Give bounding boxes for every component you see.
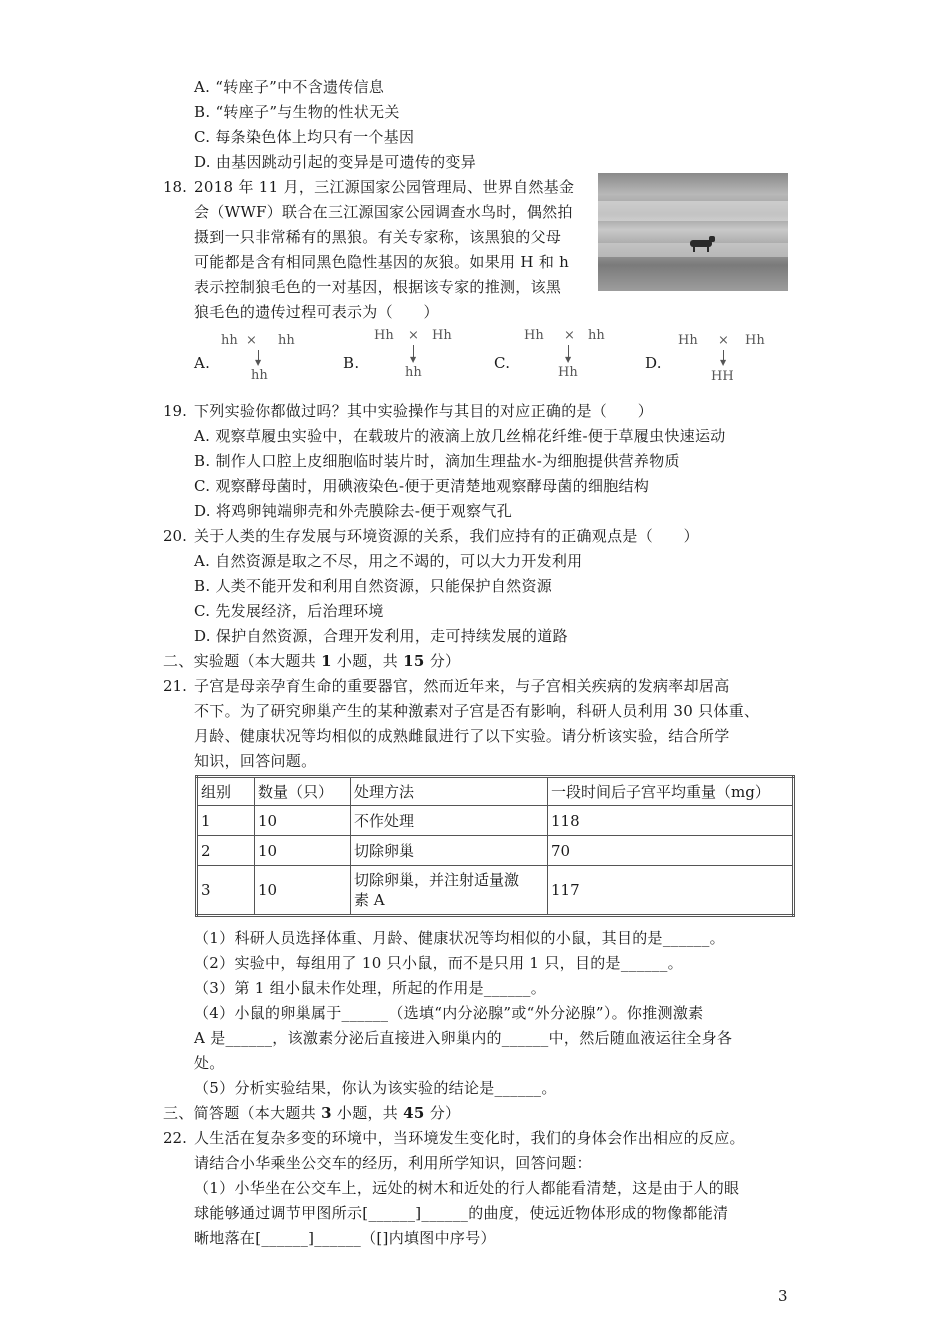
offspring-genotype: hh <box>251 368 268 383</box>
q18-line-1: 2018 年 11 月，三江源国家公园管理局、世界自然基金 <box>194 178 575 196</box>
table-cell: 117 <box>548 866 794 916</box>
q22-number: 22. <box>163 1129 187 1147</box>
q22-line-2: 请结合小华乘坐公交车的经历，利用所学知识，回答问题： <box>194 1154 592 1172</box>
q17-option-c: C. 每条染色体上均只有一个基因 <box>194 128 415 146</box>
q18-number: 18. <box>163 178 187 196</box>
q18-line-4: 可能都是含有相同黑色隐性基因的灰狼。如果用 H 和 h <box>194 253 570 271</box>
table-row <box>197 836 794 866</box>
q21-line-3: 月龄、健康状况等均相似的成熟雌鼠进行了以下实验。请分析该实验，结合所学 <box>194 727 730 745</box>
q20-option-a: A. 自然资源是取之不尽，用之不竭的，可以大力开发利用 <box>194 552 583 570</box>
q20-stem: 关于人类的生存发展与环境资源的关系，我们应持有的正确观点是（ ） <box>194 527 699 545</box>
table-cell: 切除卵巢 <box>351 836 548 866</box>
table-cell: 118 <box>548 806 794 836</box>
q20-option-b: B. 人类不能开发和利用自然资源，只能保护自然资源 <box>194 577 553 595</box>
q20-option-c: C. 先发展经济，后治理环境 <box>194 602 384 620</box>
choice-label: A. <box>194 354 211 372</box>
q21-line-2: 不下。为了研究卵巢产生的某种激素对子宫是否有影响，科研人员利用 30 只体重、 <box>194 702 760 720</box>
choice-label: D. <box>645 354 662 372</box>
page-number: 3 <box>778 1287 788 1305</box>
table-cell: 2 <box>197 836 255 866</box>
table-cell: 不作处理 <box>351 806 548 836</box>
cross-symbol: × <box>718 333 729 348</box>
table-cell: 3 <box>197 866 255 916</box>
q18-line-2: 会（WWF）联合在三江源国家公园调查水鸟时，偶然拍 <box>194 203 573 221</box>
q17-option-b: B. “转座子”与生物的性状无关 <box>194 103 400 121</box>
parent-1-genotype: hh <box>221 333 238 348</box>
table-cell: 10 <box>255 866 351 916</box>
q21-sub-4: （4）小鼠的卵巢属于______（选填“内分泌腺”或“外分泌腺”）。你推测激素 <box>194 1004 704 1022</box>
q21-sub-1: （1）科研人员选择体重、月龄、健康状况等均相似的小鼠，其目的是______。 <box>194 929 725 947</box>
parent-2-genotype: hh <box>278 333 295 348</box>
table-header-cell: 组别 <box>197 777 255 806</box>
q21-sub-2: （2）实验中，每组用了 10 只小鼠，而不是只用 1 只，目的是______。 <box>194 954 683 972</box>
q21-number: 21. <box>163 677 187 695</box>
q21-sub-4-end: 处。 <box>194 1054 225 1072</box>
table-row <box>197 806 794 836</box>
q21-sub-5: （5）分析实验结果，你认为该实验的结论是______。 <box>194 1079 557 1097</box>
q19-number: 19. <box>163 402 187 420</box>
q18-line-6: 狼毛色的遗传过程可表示为（ ） <box>194 303 439 321</box>
q19-option-a: A. 观察草履虫实验中，在载玻片的液滴上放几丝棉花纤维-便于草履虫快速运动 <box>194 427 726 445</box>
parent-2-genotype: Hh <box>432 328 452 343</box>
section-2-heading: 二、实验题（本大题共 1 小题，共 15 分） <box>163 652 461 670</box>
q18-line-5: 表示控制狼毛色的一对基因，根据该专家的推测，该黑 <box>194 278 562 296</box>
q21-sub-4-cont: A 是______，该激素分泌后直接进入卵巢内的______中，然后随血液运往全身各 <box>194 1029 733 1047</box>
parent-1-genotype: Hh <box>374 328 394 343</box>
q17-option-d: D. 由基因跳动引起的变异是可遗传的变异 <box>194 153 477 171</box>
q22-line-5: 晰地落在[______]______（[]内填图中序号） <box>194 1229 496 1247</box>
q19-stem: 下列实验你都做过吗？其中实验操作与其目的对应正确的是（ ） <box>194 402 654 420</box>
section-3-heading: 三、简答题（本大题共 3 小题，共 45 分） <box>163 1104 461 1122</box>
q21-line-4: 知识，回答问题。 <box>194 752 317 770</box>
offspring-genotype: Hh <box>558 365 578 380</box>
q18-line-3: 摄到一只非常稀有的黑狼。有关专家称，该黑狼的父母 <box>194 228 562 246</box>
table-header-cell: 处理方法 <box>351 777 548 806</box>
table-header-row <box>197 777 794 806</box>
q19-option-d: D. 将鸡卵钝端卵壳和外壳膜除去-便于观察气孔 <box>194 502 512 520</box>
table-cell: 1 <box>197 806 255 836</box>
q22-line-3: （1）小华坐在公交车上，远处的树木和近处的行人都能看清楚，这是由于人的眼 <box>194 1179 740 1197</box>
table-row <box>197 866 794 916</box>
table-header-cell: 一段时间后子宫平均重量（mg） <box>548 777 794 806</box>
q19-option-c: C. 观察酵母菌时，用碘液染色-便于更清楚地观察酵母菌的细胞结构 <box>194 477 650 495</box>
cross-symbol: × <box>564 328 575 343</box>
q22-line-4: 球能够通过调节甲图所示[______]______的曲度，使远近物体形成的物像都能清 <box>194 1204 729 1222</box>
choice-label: C. <box>494 354 511 372</box>
q17-option-a: A. “转座子”中不含遗传信息 <box>194 78 385 96</box>
table-cell: 10 <box>255 836 351 866</box>
choice-label: B. <box>343 354 360 372</box>
offspring-genotype: hh <box>405 365 422 380</box>
q19-option-b: B. 制作人口腔上皮细胞临时装片时，滴加生理盐水-为细胞提供营养物质 <box>194 452 680 470</box>
parent-2-genotype: Hh <box>745 333 765 348</box>
experiment-table <box>195 775 795 917</box>
table-cell: 70 <box>548 836 794 866</box>
q20-number: 20. <box>163 527 187 545</box>
black-wolf-photo <box>598 173 788 291</box>
table-header-cell: 数量（只） <box>255 777 351 806</box>
cross-symbol: × <box>408 328 419 343</box>
offspring-genotype: HH <box>711 369 734 384</box>
parent-1-genotype: Hh <box>524 328 544 343</box>
table-cell: 10 <box>255 806 351 836</box>
parent-2-genotype: hh <box>588 328 605 343</box>
q20-option-d: D. 保护自然资源，合理开发利用，走可持续发展的道路 <box>194 627 568 645</box>
cross-symbol: × <box>246 333 257 348</box>
q22-line-1: 人生活在复杂多变的环境中，当环境发生变化时，我们的身体会作出相应的反应。 <box>194 1129 745 1147</box>
q21-line-1: 子宫是母亲孕育生命的重要器官，然而近年来，与子宫相关疾病的发病率却居高 <box>194 677 730 695</box>
q21-sub-3: （3）第 1 组小鼠未作处理，所起的作用是______。 <box>194 979 547 997</box>
parent-1-genotype: Hh <box>678 333 698 348</box>
table-cell: 切除卵巢，并注射适量激 素 A <box>351 866 548 916</box>
